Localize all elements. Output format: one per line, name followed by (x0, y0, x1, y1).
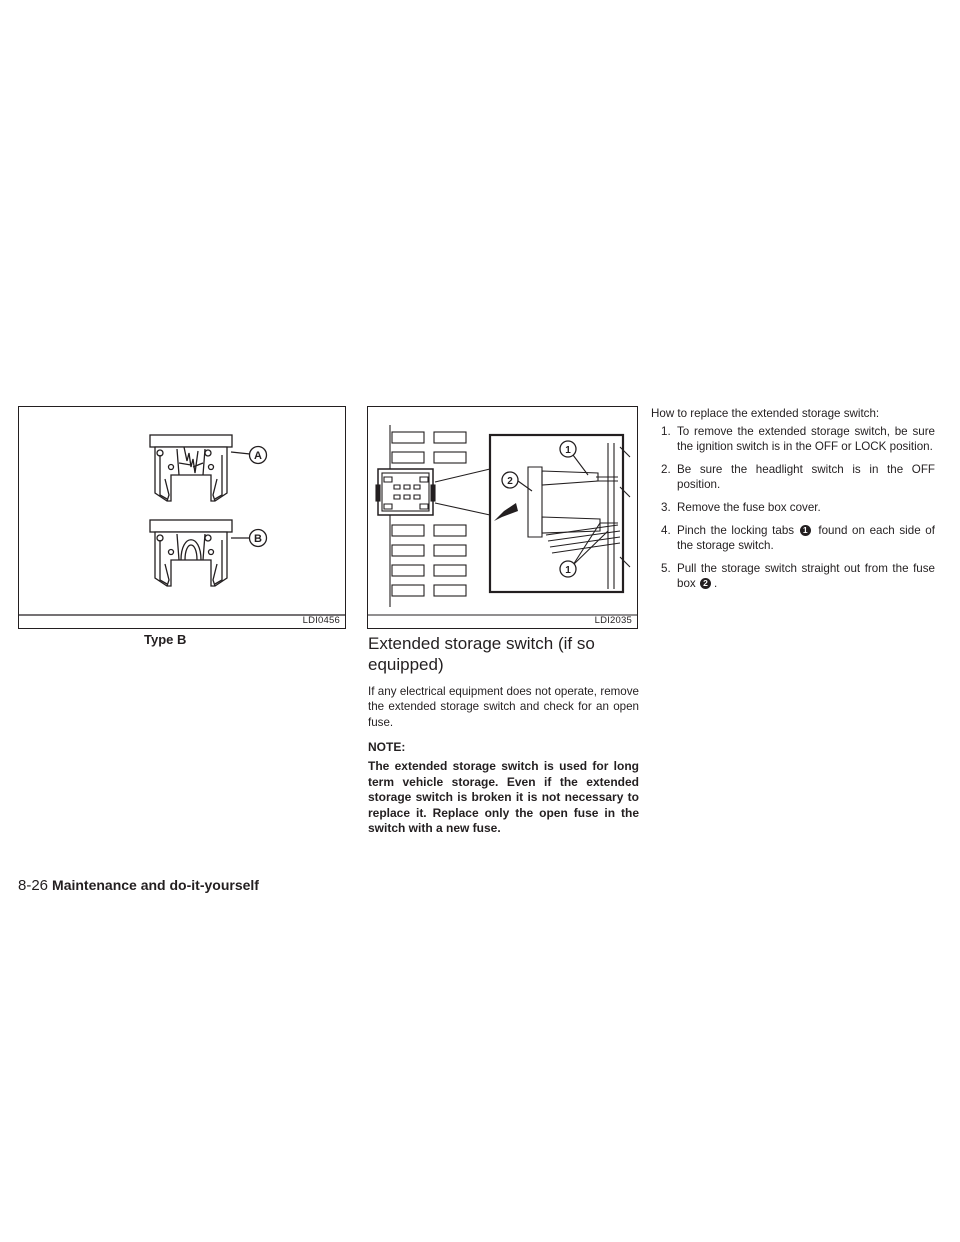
note-text: The extended storage switch is used for long term vehicle storage. Even if the extended storage switch is broken it is not necessary to replace it. Replace only the open fuse in the switch with a new fuse. (368, 759, 639, 836)
fuse-b-drawing (150, 520, 232, 586)
page-number: 8-26 (18, 877, 49, 894)
note-heading: NOTE: (368, 740, 406, 754)
svg-text:B: B (254, 533, 262, 545)
callout-ref-2: 2 (700, 578, 711, 589)
storage-switch-illustration (368, 407, 637, 628)
list-item: 1. To remove the extended storage switch, be sure the ignition switch is in the OFF or LOCK position. (661, 425, 935, 454)
figure-id: LDI0456 (302, 615, 340, 626)
svg-text:1: 1 (565, 565, 571, 576)
list-item: 2. Be sure the headlight switch is in the OFF position. (661, 463, 935, 492)
chapter-title: Maintenance and do-it-yourself (52, 877, 259, 893)
list-item: 3. Remove the fuse box cover. (661, 501, 821, 515)
procedure-intro: How to replace the extended storage switch: (651, 407, 880, 420)
pull-direction-arrow (494, 503, 518, 521)
callout-1-top (560, 441, 576, 457)
svg-text:A: A (254, 450, 262, 462)
procedure-steps (651, 424, 935, 599)
figure-storage-switch (367, 406, 638, 629)
list-item: 5. Pull the storage switch straight out from the fuse box 2 . (661, 562, 935, 591)
list-item: 4. Pinch the locking tabs 1 found on each side of the storage switch. (661, 523, 935, 553)
callout-b (250, 530, 267, 547)
callout-2 (502, 472, 518, 488)
figure-fuse-types (18, 406, 346, 629)
svg-text:1: 1 (565, 445, 571, 456)
section-intro: If any electrical equipment does not operate, remove the extended storage switch and check for an open fuse. (368, 685, 639, 729)
fuse-a-drawing (150, 435, 232, 501)
callout-a (250, 447, 267, 464)
fuse-illustration (19, 407, 345, 628)
svg-text:2: 2 (507, 476, 513, 487)
figure-id: LDI2035 (594, 615, 632, 626)
page-footer (18, 877, 259, 894)
callout-ref-1: 1 (800, 525, 811, 536)
section-title: Extended storage switch (if so equipped) (368, 634, 595, 674)
callout-1-bottom (560, 561, 576, 577)
figure-caption: Type B (144, 632, 187, 647)
